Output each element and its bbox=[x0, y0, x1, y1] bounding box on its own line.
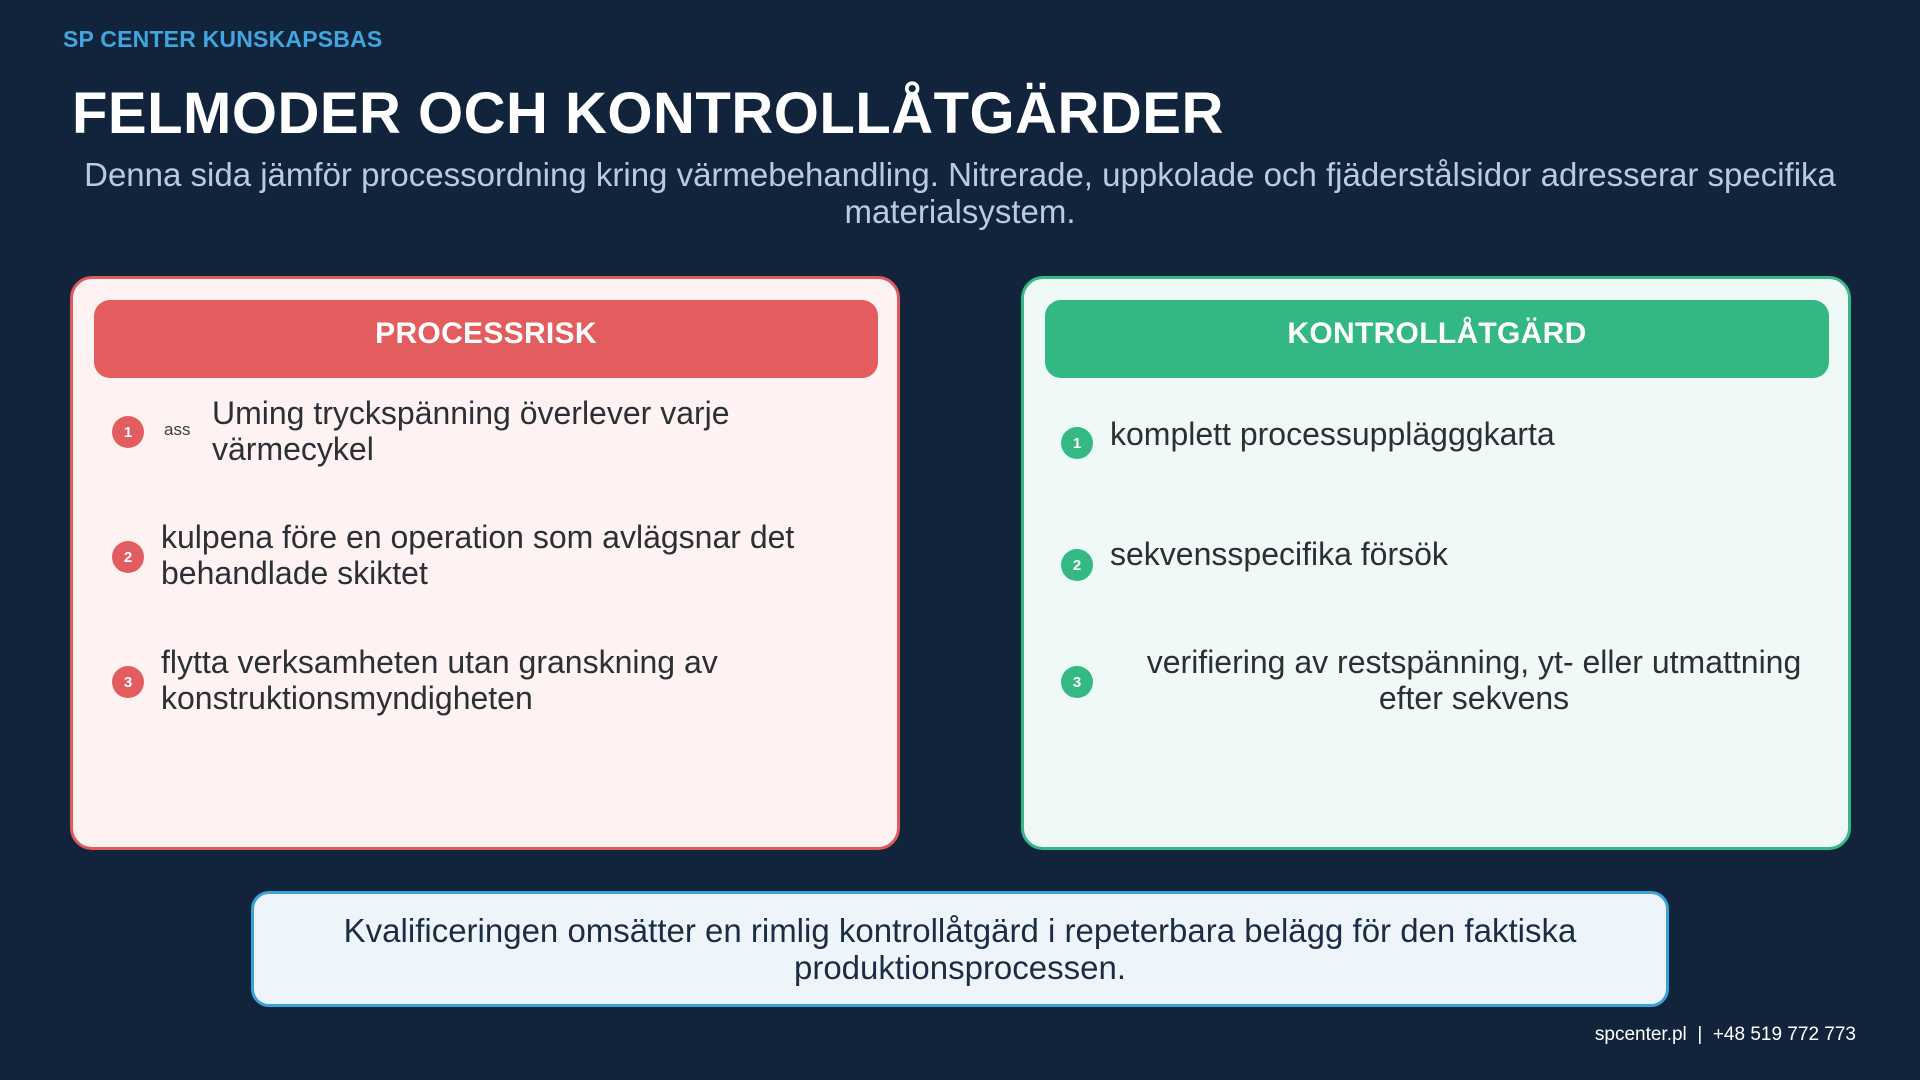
control-measure-card bbox=[1021, 276, 1851, 850]
process-risk-card bbox=[70, 276, 900, 850]
number-badge-1: 1 bbox=[112, 416, 144, 448]
summary-text: Kvalificeringen omsätter en rimlig kontrollåtgärd i repeterbara belägg för den faktiska produktionsprocessen. bbox=[343, 912, 1577, 986]
page-subtitle: Denna sida jämför processordning kring värmebehandling. Nitrerade, uppkolade och fjäderstålsidor adresserar specifika materialsystem. bbox=[84, 156, 1836, 230]
risk-item-2-text: kulpena före en operation som avlägsnar det behandlade skiktet bbox=[161, 519, 795, 591]
risk-item-1-tag: ass bbox=[164, 420, 191, 439]
summary-box bbox=[251, 891, 1669, 1007]
control-item-3-text: verifiering av restspänning, yt- eller utmattning efter sekvens bbox=[1146, 644, 1802, 716]
control-item-2-text: sekvensspecifika försök bbox=[1110, 536, 1448, 572]
brand-label: SP CENTER KUNSKAPSBAS bbox=[63, 26, 383, 52]
page-title: FELMODER OCH KONTROLLÅTGÄRDER bbox=[72, 81, 1224, 146]
control-item-1-text: komplett processupplägggkarta bbox=[1110, 416, 1555, 452]
number-badge-2: 2 bbox=[112, 541, 144, 573]
risk-item-2 bbox=[73, 519, 897, 591]
number-badge-2: 2 bbox=[1061, 549, 1093, 581]
number-badge-1: 1 bbox=[1061, 427, 1093, 459]
process-risk-header: PROCESSRISK bbox=[94, 300, 878, 378]
control-measure-header: KONTROLLÅTGÄRD bbox=[1045, 300, 1829, 378]
risk-item-1 bbox=[73, 395, 897, 467]
control-item-2 bbox=[1024, 536, 1848, 603]
number-badge-3: 3 bbox=[112, 666, 144, 698]
number-badge-3: 3 bbox=[1061, 666, 1093, 698]
control-item-3 bbox=[1024, 644, 1848, 716]
contact-info: spcenter.pl | +48 519 772 773 bbox=[1594, 1024, 1856, 1045]
risk-item-1-text: Uming tryckspänning överlever varje värmecykel bbox=[212, 395, 730, 467]
risk-item-3-text: flytta verksamheten utan granskning av konstruktionsmyndigheten bbox=[161, 644, 718, 716]
risk-item-3 bbox=[73, 644, 897, 716]
control-item-1 bbox=[1024, 416, 1848, 483]
